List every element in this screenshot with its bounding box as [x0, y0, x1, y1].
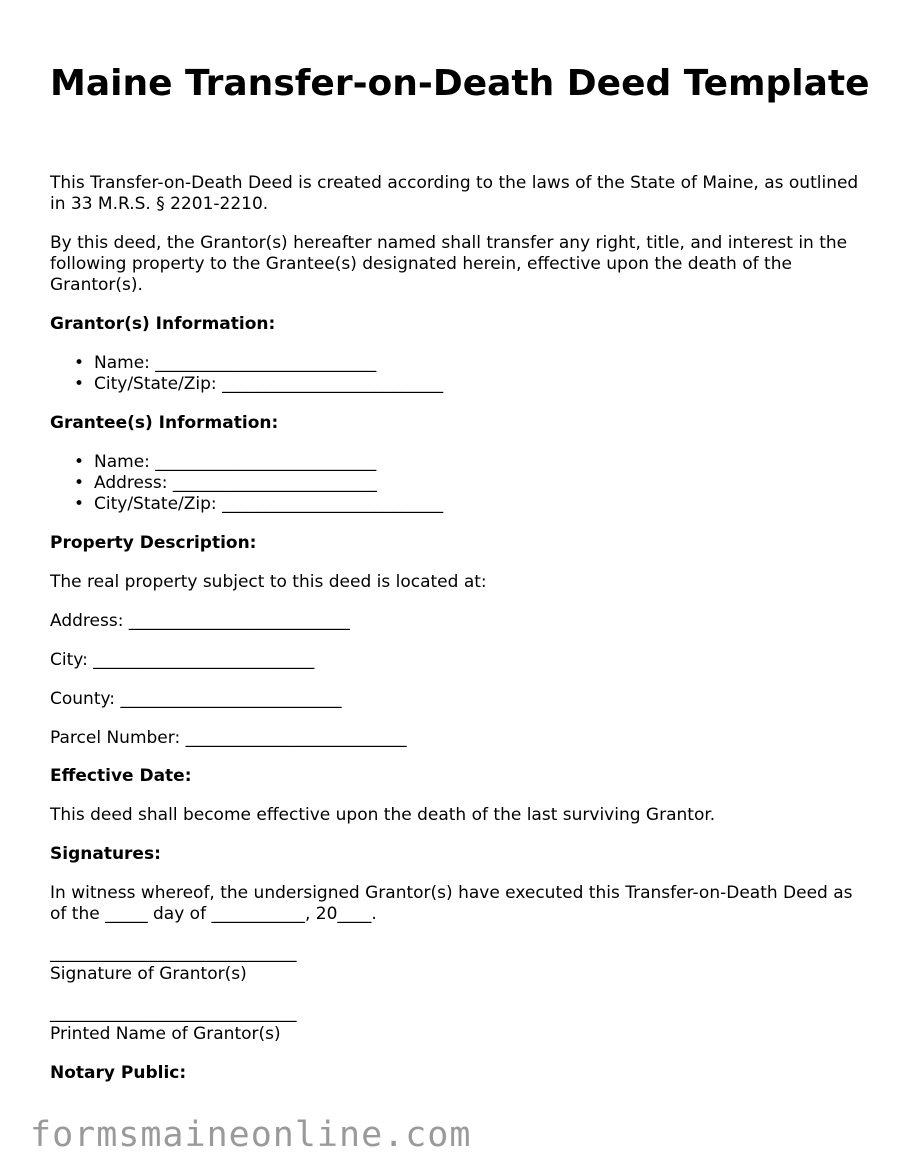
grantee-name-field: Name: __________________________ [94, 452, 377, 472]
property-city-field: City: __________________________ [50, 650, 315, 670]
property-heading: Property Description: [50, 533, 257, 553]
signature-label: Signature of Grantor(s) [50, 964, 247, 984]
list-item [50, 353, 870, 374]
bullet-icon: • [74, 452, 85, 472]
signature-line: _____________________________ [50, 943, 297, 963]
bullet-icon: • [74, 494, 85, 514]
signatures-heading: Signatures: [50, 844, 161, 864]
grantor-heading: Grantor(s) Information: [50, 314, 276, 334]
grantee-city-field: City/State/Zip: __________________________ [94, 494, 444, 514]
bullet-icon: • [74, 353, 85, 373]
list-item [50, 473, 870, 494]
printed-name-line: _____________________________ [50, 1003, 297, 1023]
bullet-icon: • [74, 374, 85, 394]
grantor-name-field: Name: __________________________ [94, 353, 377, 373]
property-parcel-field: Parcel Number: __________________________ [50, 728, 407, 748]
watermark: formsmaineonline.com [30, 1115, 472, 1155]
notary-heading: Notary Public: [50, 1063, 187, 1083]
list-item [50, 374, 870, 395]
property-address-field: Address: __________________________ [50, 611, 350, 631]
signatures-text: In witness whereof, the undersigned Grantor(s) have executed this Transfer-on-Death Deed as of the _____ day of ___________, 20____. [50, 883, 853, 924]
grantor-list [50, 353, 870, 395]
intro-paragraph: This Transfer-on-Death Deed is created according to the laws of the State of Maine, as outlined in 33 M.R.S. § 2201-2210. [50, 173, 859, 214]
property-county-field: County: __________________________ [50, 689, 342, 709]
effective-heading: Effective Date: [50, 766, 192, 786]
grantee-address-field: Address: ________________________ [94, 473, 377, 493]
grantee-list [50, 452, 870, 515]
effective-text: This deed shall become effective upon the death of the last surviving Grantor. [50, 805, 716, 825]
bullet-icon: • [74, 473, 85, 493]
list-item [50, 494, 870, 515]
printed-name-label: Printed Name of Grantor(s) [50, 1024, 281, 1044]
grantor-city-field: City/State/Zip: __________________________ [94, 374, 444, 394]
list-item [50, 452, 870, 473]
page-title: Maine Transfer-on-Death Deed Template [50, 63, 870, 104]
property-lead: The real property subject to this deed is located at: [50, 572, 487, 592]
transfer-statement: By this deed, the Grantor(s) hereafter named shall transfer any right, title, and interest in the following property to the Grantee(s) designated herein, effective upon the death of the Grantor(s). [50, 233, 848, 295]
grantee-heading: Grantee(s) Information: [50, 413, 279, 433]
